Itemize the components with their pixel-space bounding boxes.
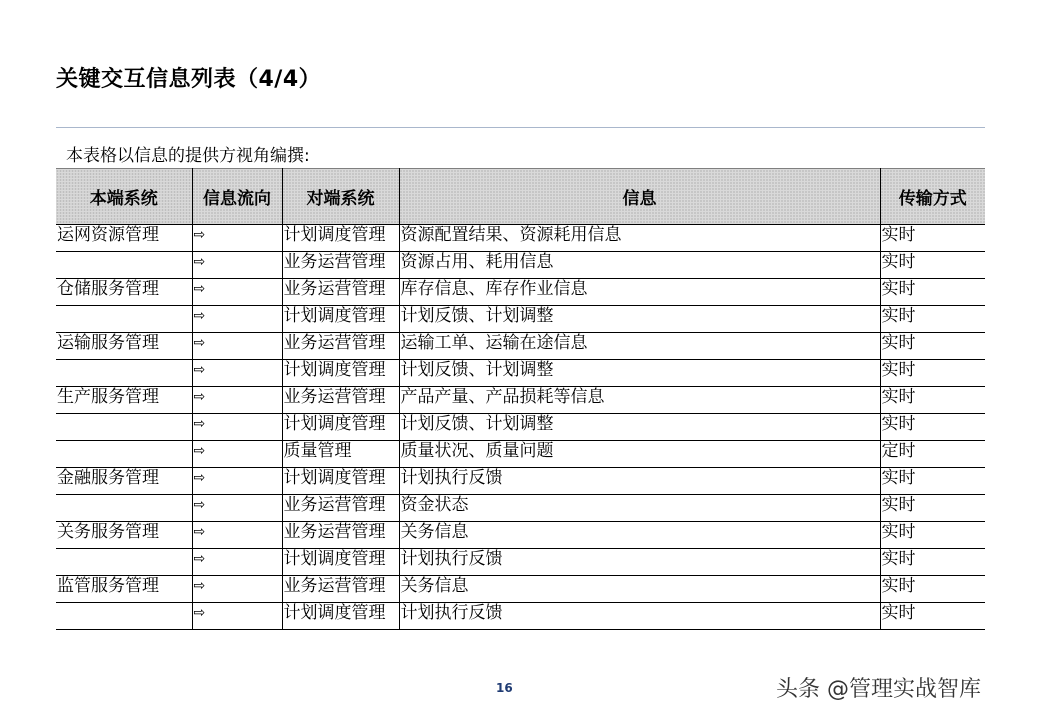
cell-local-system: 仓储服务管理 <box>56 279 192 306</box>
table-row <box>56 549 985 576</box>
table-row <box>56 522 985 549</box>
title-divider <box>56 127 985 128</box>
cell-transfer-mode: 实时 <box>880 549 985 576</box>
cell-transfer-mode: 实时 <box>880 576 985 603</box>
table-row <box>56 279 985 306</box>
cell-peer-system: 计划调度管理 <box>282 306 399 333</box>
cell-local-system <box>56 306 192 333</box>
arrow-right-icon: ⇨ <box>192 387 282 414</box>
cell-info: 资源配置结果、资源耗用信息 <box>399 225 880 252</box>
cell-local-system <box>56 603 192 630</box>
header-local-system: 本端系统 <box>56 169 192 225</box>
cell-peer-system: 业务运营管理 <box>282 333 399 360</box>
cell-transfer-mode: 实时 <box>880 495 985 522</box>
header-peer-system: 对端系统 <box>282 169 399 225</box>
cell-peer-system: 业务运营管理 <box>282 522 399 549</box>
cell-local-system: 关务服务管理 <box>56 522 192 549</box>
arrow-right-icon: ⇨ <box>192 279 282 306</box>
cell-peer-system: 计划调度管理 <box>282 603 399 630</box>
table-row <box>56 495 985 522</box>
cell-local-system <box>56 495 192 522</box>
cell-transfer-mode: 实时 <box>880 387 985 414</box>
cell-local-system: 运输服务管理 <box>56 333 192 360</box>
table-note: 本表格以信息的提供方视角编撰: <box>66 146 310 166</box>
cell-transfer-mode: 实时 <box>880 252 985 279</box>
cell-peer-system: 质量管理 <box>282 441 399 468</box>
table-row <box>56 468 985 495</box>
cell-transfer-mode: 定时 <box>880 441 985 468</box>
cell-local-system <box>56 549 192 576</box>
arrow-right-icon: ⇨ <box>192 441 282 468</box>
arrow-right-icon: ⇨ <box>192 576 282 603</box>
table-row <box>56 333 985 360</box>
cell-local-system: 监管服务管理 <box>56 576 192 603</box>
cell-info: 计划执行反馈 <box>399 468 880 495</box>
cell-transfer-mode: 实时 <box>880 333 985 360</box>
cell-info: 计划反馈、计划调整 <box>399 414 880 441</box>
table-row <box>56 387 985 414</box>
cell-local-system: 运网资源管理 <box>56 225 192 252</box>
table-row <box>56 603 985 630</box>
cell-info: 计划反馈、计划调整 <box>399 306 880 333</box>
page-number: 16 <box>496 681 513 695</box>
table-row <box>56 414 985 441</box>
cell-local-system <box>56 414 192 441</box>
interaction-info-table <box>56 168 985 630</box>
page-title: 关键交互信息列表（4/4） <box>56 67 322 92</box>
arrow-right-icon: ⇨ <box>192 333 282 360</box>
table-row <box>56 360 985 387</box>
table-body <box>56 225 985 630</box>
cell-peer-system: 计划调度管理 <box>282 468 399 495</box>
cell-info: 计划执行反馈 <box>399 603 880 630</box>
cell-info: 库存信息、库存作业信息 <box>399 279 880 306</box>
cell-peer-system: 计划调度管理 <box>282 414 399 441</box>
arrow-right-icon: ⇨ <box>192 468 282 495</box>
table-row <box>56 225 985 252</box>
cell-local-system <box>56 360 192 387</box>
cell-peer-system: 业务运营管理 <box>282 279 399 306</box>
watermark: 头条 @管理实战智库 <box>776 677 981 702</box>
cell-local-system: 金融服务管理 <box>56 468 192 495</box>
cell-peer-system: 业务运营管理 <box>282 252 399 279</box>
table-row <box>56 252 985 279</box>
arrow-right-icon: ⇨ <box>192 306 282 333</box>
arrow-right-icon: ⇨ <box>192 225 282 252</box>
cell-transfer-mode: 实时 <box>880 225 985 252</box>
cell-transfer-mode: 实时 <box>880 468 985 495</box>
cell-local-system <box>56 441 192 468</box>
cell-local-system <box>56 252 192 279</box>
cell-peer-system: 计划调度管理 <box>282 549 399 576</box>
arrow-right-icon: ⇨ <box>192 360 282 387</box>
cell-info: 质量状况、质量问题 <box>399 441 880 468</box>
header-direction: 信息流向 <box>192 169 282 225</box>
cell-peer-system: 计划调度管理 <box>282 225 399 252</box>
arrow-right-icon: ⇨ <box>192 522 282 549</box>
cell-transfer-mode: 实时 <box>880 360 985 387</box>
arrow-right-icon: ⇨ <box>192 495 282 522</box>
cell-transfer-mode: 实时 <box>880 306 985 333</box>
cell-info: 运输工单、运输在途信息 <box>399 333 880 360</box>
table-header-row <box>56 169 985 225</box>
cell-transfer-mode: 实时 <box>880 603 985 630</box>
table-row <box>56 306 985 333</box>
cell-info: 产品产量、产品损耗等信息 <box>399 387 880 414</box>
cell-info: 关务信息 <box>399 576 880 603</box>
header-transfer-mode: 传输方式 <box>880 169 985 225</box>
cell-peer-system: 业务运营管理 <box>282 387 399 414</box>
cell-peer-system: 业务运营管理 <box>282 495 399 522</box>
cell-info: 计划执行反馈 <box>399 549 880 576</box>
cell-info: 资金状态 <box>399 495 880 522</box>
cell-peer-system: 计划调度管理 <box>282 360 399 387</box>
arrow-right-icon: ⇨ <box>192 414 282 441</box>
cell-transfer-mode: 实时 <box>880 414 985 441</box>
table-row <box>56 576 985 603</box>
arrow-right-icon: ⇨ <box>192 603 282 630</box>
cell-info: 计划反馈、计划调整 <box>399 360 880 387</box>
header-info: 信息 <box>399 169 880 225</box>
cell-info: 关务信息 <box>399 522 880 549</box>
cell-peer-system: 业务运营管理 <box>282 576 399 603</box>
cell-transfer-mode: 实时 <box>880 279 985 306</box>
table-row <box>56 441 985 468</box>
cell-local-system: 生产服务管理 <box>56 387 192 414</box>
arrow-right-icon: ⇨ <box>192 549 282 576</box>
cell-info: 资源占用、耗用信息 <box>399 252 880 279</box>
arrow-right-icon: ⇨ <box>192 252 282 279</box>
cell-transfer-mode: 实时 <box>880 522 985 549</box>
